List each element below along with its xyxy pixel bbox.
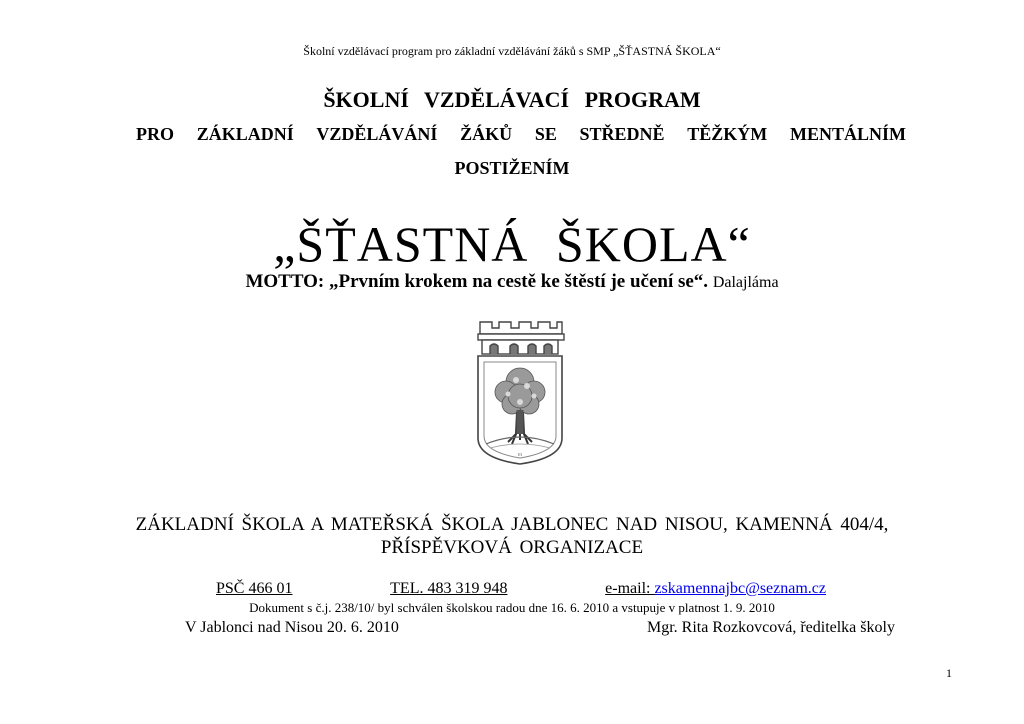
subtitle-word: PRO [136,124,174,144]
subtitle-word: MENTÁLNÍM [789,124,906,144]
main-title: „ŠŤASTNÁ ŠKOLA“ [273,216,751,272]
email-link[interactable]: zskamennajbc@seznam.cz [654,580,826,597]
page-number: 1 [946,666,952,680]
crest-icon [472,320,568,466]
subtitle-word: TĚŽKÝM [687,124,768,144]
program-subtitle-end: POSTIŽENÍM [454,158,570,178]
motto-author: Dalajláma [712,274,779,291]
school-name: ZÁKLADNÍ ŠKOLA A MATEŘSKÁ ŠKOLA JABLONEC NAD NISOU, KAMENNÁ 404/4, [135,514,889,535]
contact-line [216,580,826,598]
running-header: Školní vzdělávací program pro základní vzdělávání žáků s SMP „ŠŤASTNÁ ŠKOLA“ [303,44,721,58]
school-organization: PŘÍSPĚVKOVÁ ORGANIZACE [380,537,644,558]
program-subtitle [136,124,906,145]
email-label: e-mail: [605,580,651,597]
subtitle-word: SE [534,124,557,144]
subtitle-word: STŘEDNĚ [579,124,665,144]
signer: Mgr. Rita Rozkovcová, ředitelka školy [647,619,895,636]
subtitle-word: ZÁKLADNÍ [196,124,294,144]
subtitle-word: ŽÁKŮ [460,124,513,144]
phone: TEL. 483 319 948 [390,580,508,597]
motto-text: MOTTO: „Prvním krokem na cestě ke štěstí je učení se“. [245,271,709,292]
postal-code: PSČ 466 01 [216,580,293,597]
program-title: ŠKOLNÍ VZDĚLÁVACÍ PROGRAM [323,87,701,112]
place-and-date: V Jablonci nad Nisou 20. 6. 2010 [185,619,399,636]
email-block [605,580,826,598]
document-approval-note: Dokument s č.j. 238/10/ byl schválen školskou radou dne 16. 6. 2010 a vstupuje v platnost 1. 9. 2010 [249,600,775,615]
motto [0,271,1024,293]
subtitle-word: VZDĚLÁVÁNÍ [316,124,438,144]
svg-text:ııı: ııı [517,452,523,458]
